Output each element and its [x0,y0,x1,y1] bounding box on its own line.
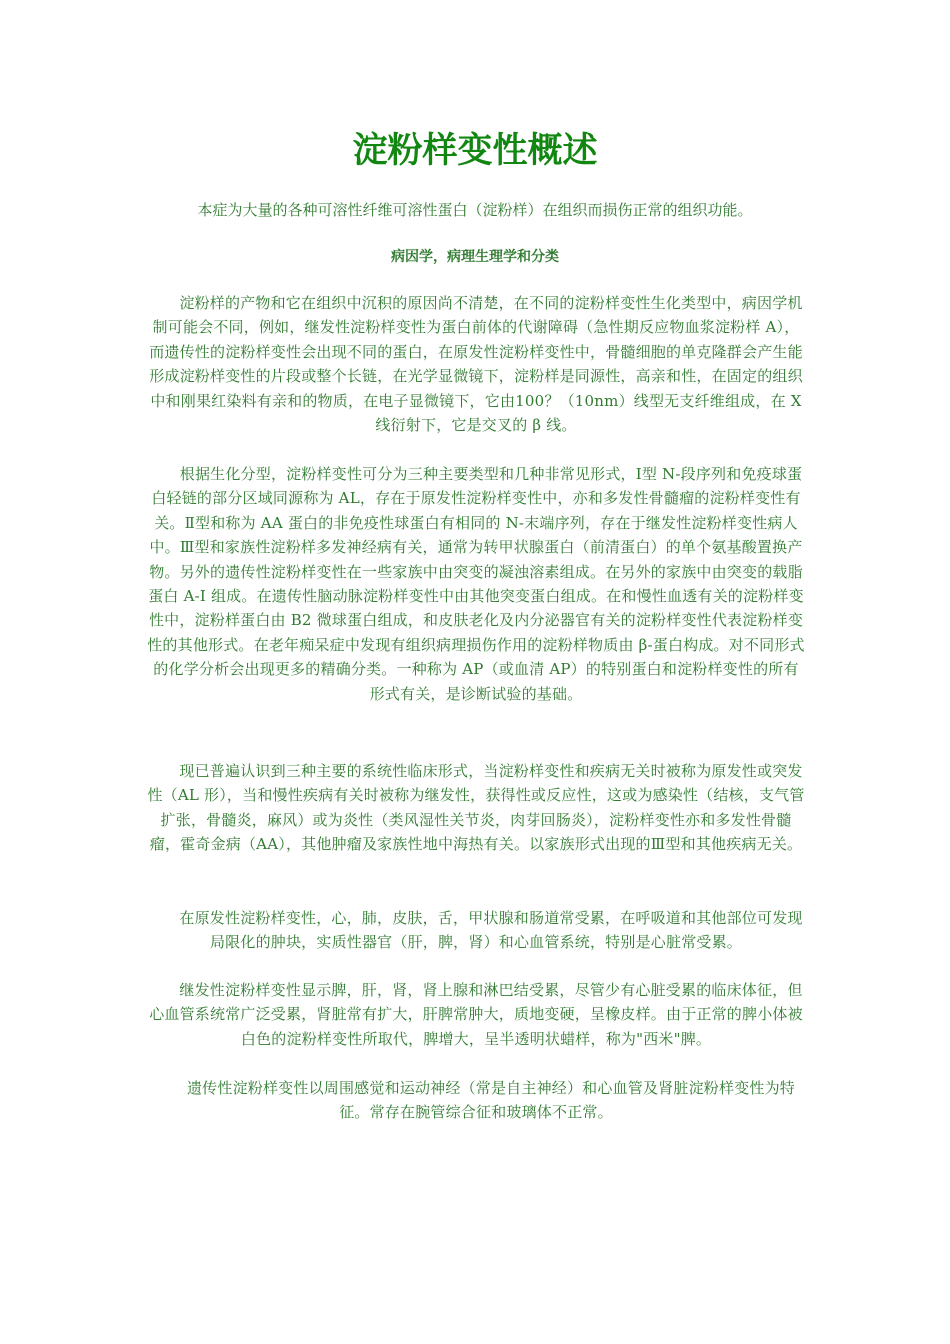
body-paragraph-primary: 在原发性淀粉样变性，心，肺，皮肤，舌，甲状腺和肠道常受累，在呼吸道和其他部位可发现局限化的肿块，实质性器官（肝，脾，肾）和心血管系统，特别是心脏常受累。 [179,909,803,952]
intro-paragraph: 本症为大量的各种可溶性纤维可溶性蛋白（淀粉样）在组织而损伤正常的组织功能。 [197,201,753,219]
body-paragraph-classification: 根据生化分型，淀粉样变性可分为三种主要类型和几种非常见形式，Ⅰ型 N-段序列和免疫球蛋白轻链的部分区域同源称为 AL，存在于原发性淀粉样变性中，亦和多发性骨髓瘤的淀粉样变性有关。Ⅱ型和称为 AA 蛋白的非免疫性球蛋白有相同的 N-末端序列，存在于继发性淀粉样变性病人中。Ⅲ型和家族性淀粉样多发神经病有关，通常为转甲状腺蛋白（前清蛋白）的单个氨基酸置换产物。另外的遗传性淀粉样变性在一些家族中由突变的凝浊溶素组成。在另外的家族中由突变的载脂蛋白 A-I 组成。在遗传性脑动脉淀粉样变性中由其他突变蛋白组成。在和慢性血透有关的淀粉样变性中，淀粉样蛋白由 B2 微球蛋白组成，和皮肤老化及内分泌器官有关的淀粉样变性代表淀粉样变性的其他形式。在老年痴呆症中发现有组织病理损伤作用的淀粉样物质由 β-蛋白构成。对不同形式的化学分析会出现更多的精确分类。一种称为 AP（或血清 AP）的特别蛋白和淀粉样变性的所有形式有关，是诊断试验的基础。 [147,465,805,703]
body-paragraph-hereditary: 遗传性淀粉样变性以周围感觉和运动神经（常是自主神经）和心血管及肾脏淀粉样变性为特征。常存在腕管综合征和玻璃体不正常。 [186,1079,795,1122]
section-heading: 病因学，病理生理学和分类 [391,249,559,265]
body-paragraph-clinical-forms: 现已普遍认识到三种主要的系统性临床形式，当淀粉样变性和疾病无关时被称为原发性或突发性（AL 形），当和慢性疾病有关时被称为继发性，获得性或反应性，这或为感染性（结核，支气管扩张，骨髓炎，麻风）或为炎性（类风湿性关节炎，肉芽回肠炎），淀粉样变性亦和多发性骨髓瘤，霍奇金病（AA），其他肿瘤及家族性地中海热有关。以家族形式出现的Ⅲ型和其他疾病无关。 [147,762,805,854]
body-paragraph-secondary: 继发性淀粉样变性显示脾，肝，肾，肾上腺和淋巴结受累，尽管少有心脏受累的临床体征，但心血管系统常广泛受累，肾脏常有扩大，肝脾常肿大，质地变硬，呈橡皮样。由于正常的脾小体被白色的淀粉样变性所取代，脾增大，呈半透明状蜡样，称为"西米"脾。 [149,981,803,1048]
body-paragraph-etiology: 淀粉样的产物和它在组织中沉积的原因尚不清楚，在不同的淀粉样变性生化类型中，病因学机制可能会不同，例如，继发性淀粉样变性为蛋白前体的代谢障碍（急性期反应物血浆淀粉样 A），而遗传性的淀粉样变性会出现不同的蛋白，在原发性淀粉样变性中，骨髓细胞的单克隆群会产生能形成淀粉样变性的片段或整个长链，在光学显微镜下，淀粉样是同源性，高亲和性，在固定的组织中和刚果红染料有亲和的物质，在电子显微镜下，它由100？（10nm）线型无支纤维组成，在 X 线衍射下，它是交叉的 β 线。 [149,294,803,435]
document-title: 淀粉样变性概述 [352,131,598,171]
